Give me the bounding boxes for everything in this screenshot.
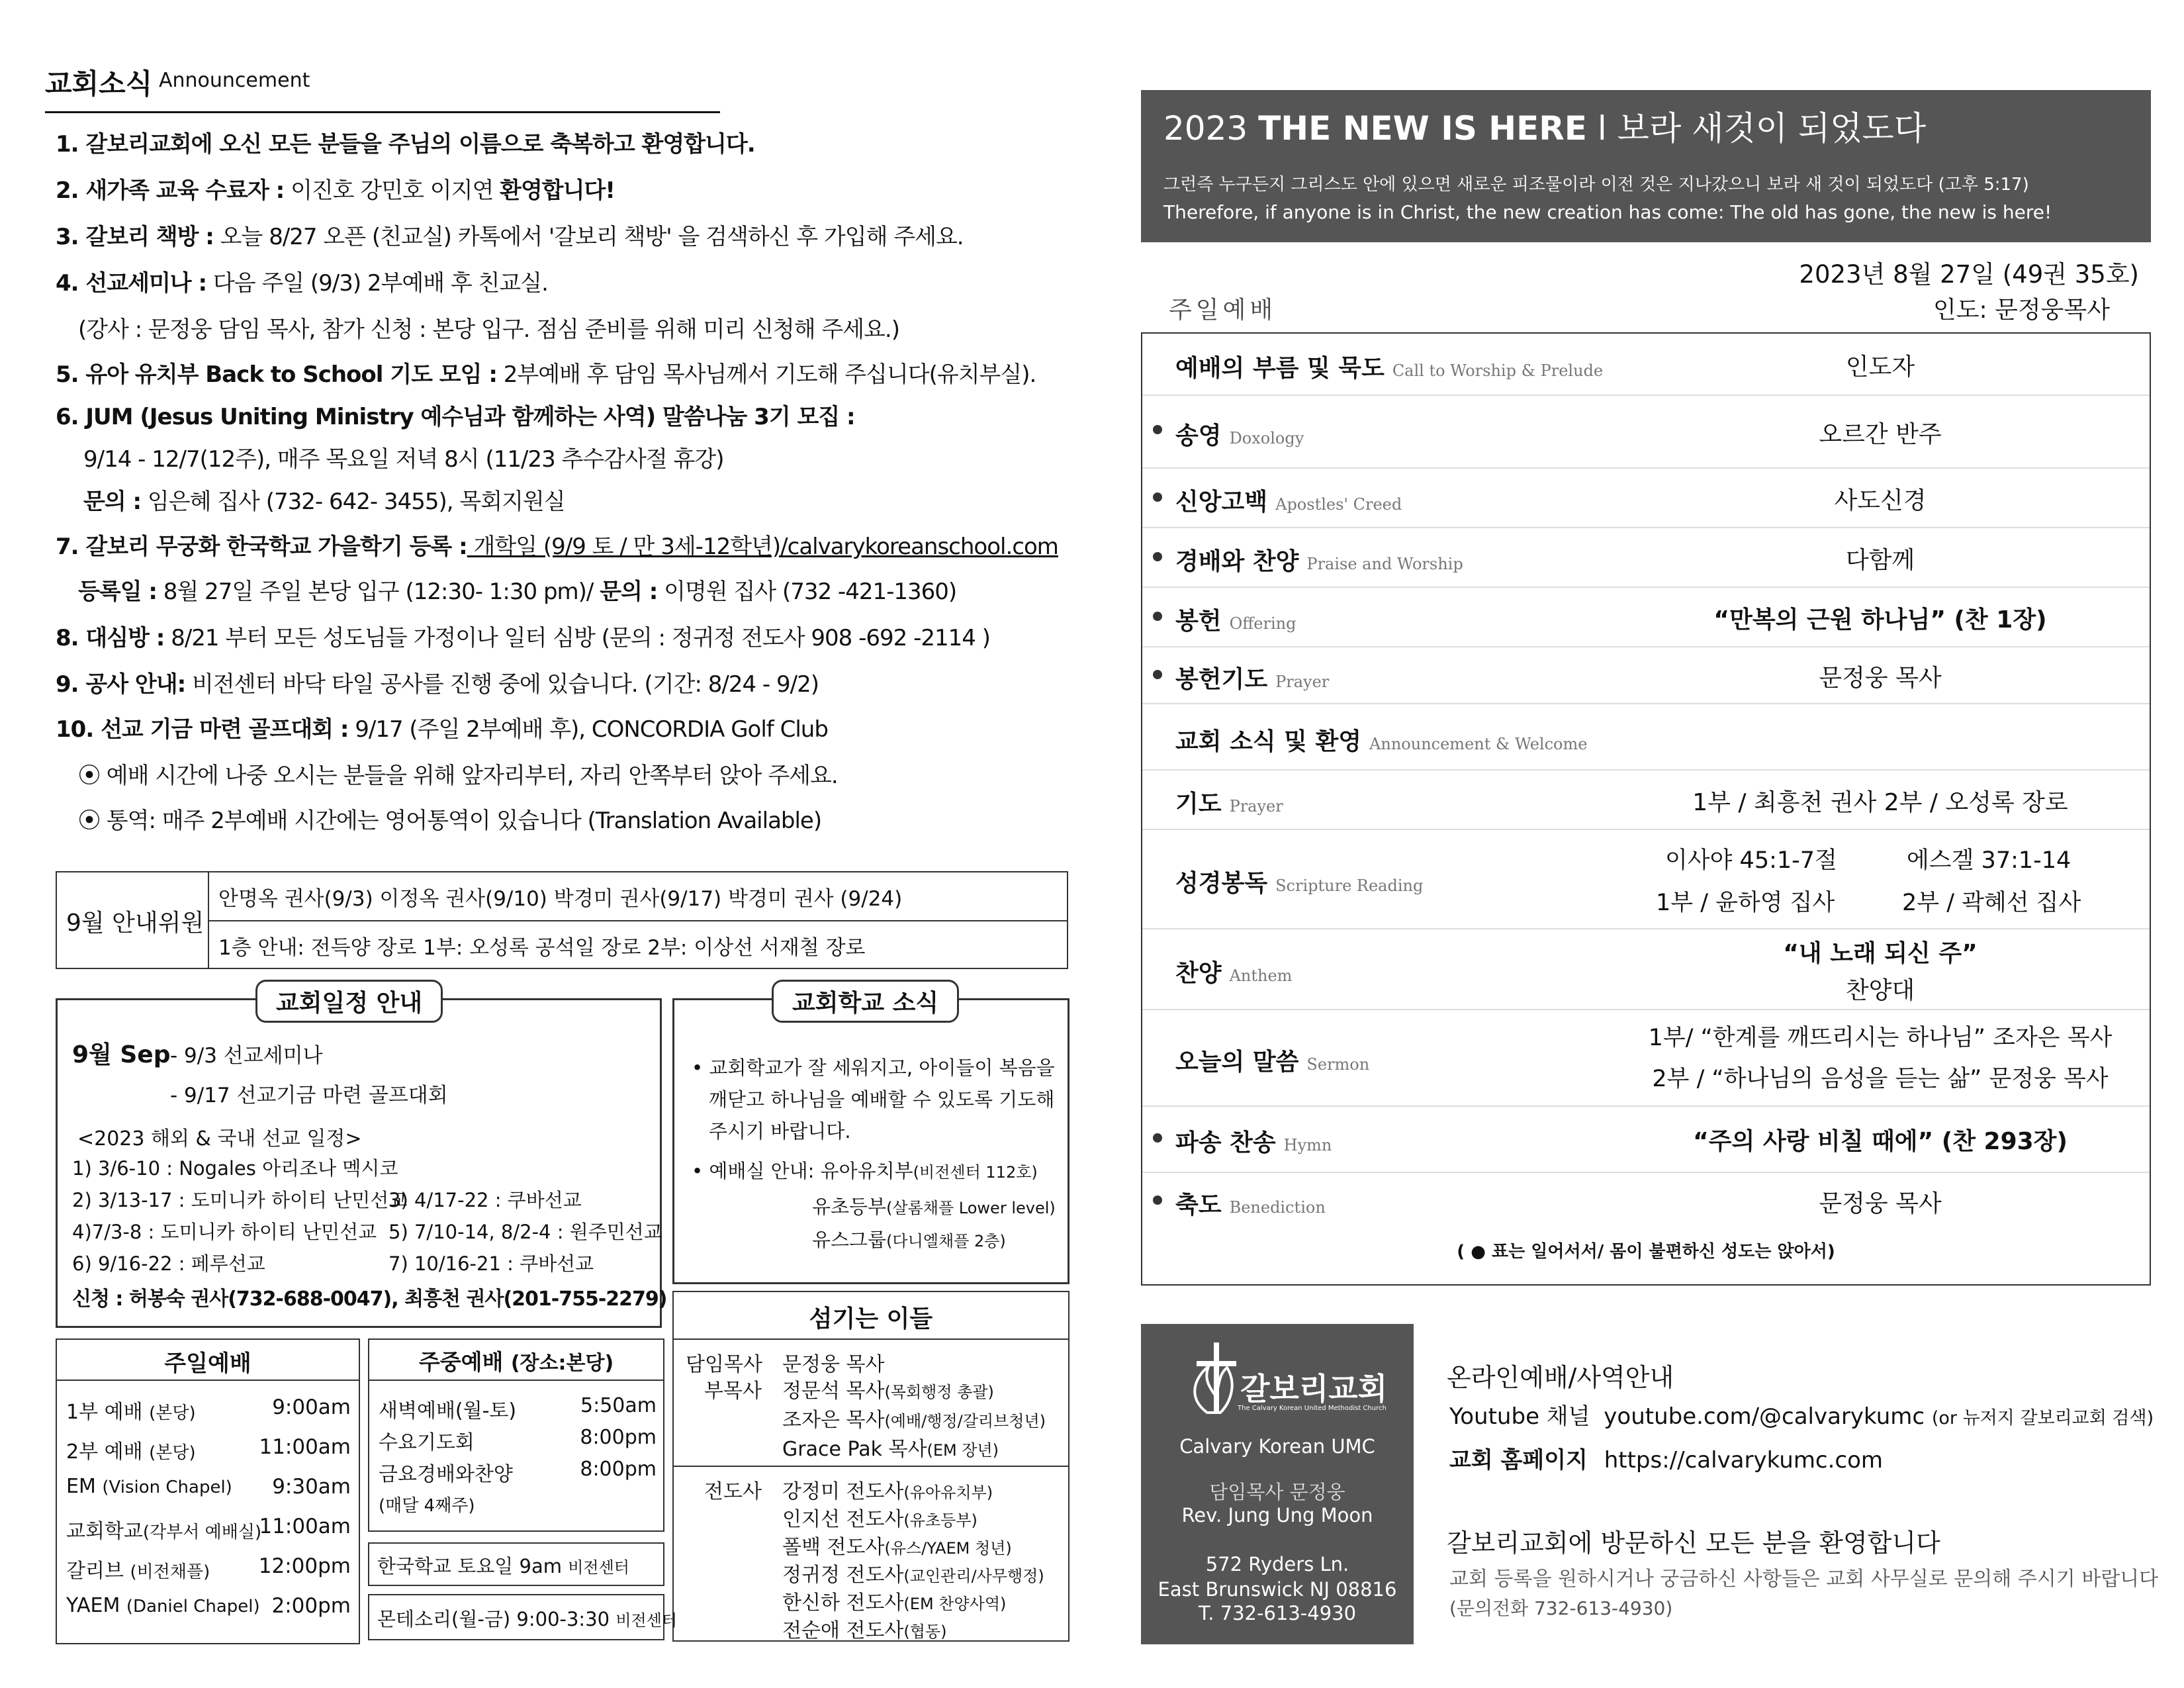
worship-item: 오늘의 말씀 Sermon 1부/ “한계를 깨뜨리시는 하나님” 조자은 목사 2부 / “하나님의 음성을 듣는 삶” 문정웅 목사 bbox=[1142, 1009, 2150, 1107]
ushers-row-2: 1층 안내: 전득양 장로 1부: 오성록 공석일 장로 2부: 이상선 서재철 장로 bbox=[218, 936, 866, 960]
schedule-month: 9월 Sep bbox=[72, 1041, 171, 1068]
stand-dot bbox=[1153, 425, 1162, 434]
sunday-row: YAEM (Daniel Chapel) bbox=[66, 1594, 260, 1617]
school-p2-b: 유초등부(살롬채플 Lower level) bbox=[812, 1196, 1056, 1218]
ushers-label: 9월 안내위원 bbox=[66, 910, 205, 937]
weekday-worship-box bbox=[368, 1338, 664, 1532]
staff-box bbox=[672, 1291, 1069, 1642]
worship-item: 성경봉독 Scripture Reading 이사야 45:1-7절 에스겔 37:1-14 1부 / 윤하영 집사 2부 / 곽혜선 집사 bbox=[1142, 829, 2150, 929]
montessori-text: 몬테소리(월-금) 9:00-3:30 비전센터 bbox=[377, 1608, 678, 1630]
welcome-title: 갈보리교회에 방문하신 모든 분을 환영합니다 bbox=[1447, 1528, 1940, 1558]
school-p1-1: • 교회학교가 잘 세워지고, 아이들이 복음을 bbox=[692, 1056, 1055, 1079]
stand-footnote: ( ● 표는 일어서서/ 몸이 불편하신 성도는 앉아서) bbox=[1457, 1242, 1835, 1262]
pastor-ko: 담임목사 문정웅 bbox=[1209, 1481, 1345, 1503]
worship-item: 예배의 부름 및 묵도 Call to Worship & Prelude 인도자 bbox=[1142, 334, 2150, 396]
homepage-label: 교회 홈페이지 bbox=[1449, 1447, 1588, 1474]
worship-item: 기도 Prayer 1부 / 최흥천 권사 2부 / 오성록 장로 bbox=[1142, 769, 2150, 830]
announcement-4-detail: (강사 : 문정웅 담임 목사, 참가 신청 : 본당 입구. 점심 준비를 위해 미리 신청해 주세요.) bbox=[78, 316, 899, 343]
mission-4a: 6) 9/16-22 : 페루선교 bbox=[72, 1252, 265, 1275]
sunday-time: 11:00am bbox=[259, 1435, 351, 1459]
stand-dot bbox=[1153, 670, 1162, 679]
mission-4b: 7) 10/16-21 : 쿠바선교 bbox=[388, 1252, 594, 1275]
staff-evang-label: 전도사 bbox=[704, 1480, 762, 1503]
school-p1-3: 주시기 바랍니다. bbox=[709, 1120, 851, 1143]
announcement-title-ko: 교회소식 bbox=[45, 68, 153, 100]
announcement-9: 9. 공사 안내: 비전센터 바닥 타일 공사를 진행 중에 있습니다. (기간: 8/24 - 9/2) bbox=[56, 671, 819, 698]
staff-evang-3: 폴백 전도사(유스/YAEM 청년) bbox=[782, 1536, 1012, 1559]
staff-assoc-2: 조자은 목사(예배/행정/갈리브청년) bbox=[782, 1409, 1046, 1432]
staff-evang-6: 전순애 전도사(협동) bbox=[782, 1619, 947, 1642]
sunday-row: 2부 예배 (본당) bbox=[66, 1440, 196, 1464]
weekday-row: 금요경배와찬양 bbox=[379, 1463, 513, 1486]
mission-signup: 신청 : 허봉숙 권사(732-688-0047), 최흥천 권사(201-755-2279) bbox=[72, 1288, 667, 1311]
homepage-link[interactable]: https://calvarykumc.com bbox=[1604, 1447, 1884, 1474]
address-2: East Brunswick NJ 08816 bbox=[1158, 1578, 1397, 1601]
church-phone: T. 732-613-4930 bbox=[1198, 1602, 1357, 1624]
mission-2b: 3) 4/17-22 : 쿠바선교 bbox=[388, 1189, 582, 1211]
ushers-row-1: 안명옥 권사(9/3) 이정옥 권사(9/10) 박경미 권사(9/17) 박경미 권사 (9/24) bbox=[218, 887, 903, 911]
korean-school-box bbox=[368, 1542, 664, 1586]
sunday-worship-title: 주일예배 bbox=[164, 1350, 251, 1377]
theme-verse-en: Therefore, if anyone is in Christ, the new creation has come: The old has gone, the new is here! bbox=[1163, 201, 2052, 223]
mission-3a: 4)7/3-8 : 도미니카 하이티 난민선교 bbox=[72, 1221, 377, 1243]
announcement-3: 3. 갈보리 책방 : 오늘 8/27 오픈 (친교실) 카톡에서 '갈보리 책방' 을 검색하신 후 가입해 주세요. bbox=[56, 224, 964, 250]
montessori-box bbox=[368, 1594, 678, 1640]
announcement-2: 2. 새가족 교육 수료자 : 이진호 강민호 이지연 환영합니다! bbox=[56, 177, 615, 204]
stand-dot bbox=[1153, 612, 1162, 621]
worship-item: 신앙고백 Apostles' Creed 사도신경 bbox=[1142, 467, 2150, 528]
staff-evang-4: 정귀정 전도사(교인관리/사무행정) bbox=[782, 1564, 1044, 1587]
worship-item: 파송 찬송 Hymn “주의 사랑 비칠 때에” (찬 293장) bbox=[1142, 1105, 2150, 1173]
worship-item: 송영 Doxology 오르간 반주 bbox=[1142, 395, 2150, 469]
school-p1-2: 깨닫고 하나님을 예배할 수 있도록 기도해 bbox=[709, 1088, 1055, 1111]
worship-label: 주일예배 bbox=[1169, 297, 1277, 324]
sunday-time: 12:00pm bbox=[258, 1554, 351, 1578]
staff-assoc-3: Grace Pak 목사(EM 장년) bbox=[782, 1438, 999, 1461]
church-schedule-title: 교회일정 안내 bbox=[255, 980, 443, 1023]
weekday-row: 새벽예배(월-토) bbox=[379, 1399, 517, 1423]
announcement-title-en: Announcement bbox=[159, 69, 310, 92]
weekday-row: 수요기도회 bbox=[379, 1431, 475, 1454]
mission-3b: 5) 7/10-14, 8/2-4 : 원주민선교 bbox=[388, 1221, 662, 1243]
worship-leader: 인도: 문정웅목사 bbox=[1933, 297, 2110, 324]
staff-evang-5: 한신하 전도사(EM 찬양사역) bbox=[782, 1591, 1007, 1615]
youtube-line bbox=[1449, 1398, 2154, 1430]
announcement-header bbox=[45, 58, 720, 113]
worship-item: 축도 Benediction 문정웅 목사 bbox=[1142, 1172, 2150, 1225]
staff-evang-2: 인지선 전도사(유초등부) bbox=[782, 1508, 978, 1531]
sunday-row: EM (Vision Chapel) bbox=[66, 1475, 232, 1498]
announcement-6: 6. JUM (Jesus Uniting Ministry 예수님과 함께하는 사역) 말씀나눔 3기 모집 : bbox=[56, 404, 855, 430]
theme-banner bbox=[1141, 90, 2151, 242]
church-school-title: 교회학교 소식 bbox=[772, 980, 959, 1023]
sunday-row: 교회학교(각부서 예배실) bbox=[66, 1520, 262, 1543]
stand-dot bbox=[1153, 552, 1162, 561]
weekday-time: 5:50am bbox=[580, 1394, 657, 1417]
announcement-translation: ⦿ 통역: 매주 2부예배 시간에는 영어통역이 있습니다 (Translation Available) bbox=[78, 808, 822, 834]
youtube-link[interactable]: youtube.com/@calvarykumc bbox=[1604, 1403, 1925, 1430]
stand-dot bbox=[1153, 1133, 1162, 1143]
ushers-table bbox=[56, 871, 1068, 969]
staff-assoc-1: 정문석 목사(목회행정 총괄) bbox=[782, 1380, 994, 1403]
korean-school-text: 한국학교 토요일 9am 비전센터 bbox=[377, 1555, 629, 1577]
weekday-time: 8:00pm bbox=[580, 1426, 657, 1449]
stand-dot bbox=[1153, 1196, 1162, 1205]
worship-item: 봉헌 Offering “만복의 근원 하나님” (찬 1장) bbox=[1142, 586, 2150, 647]
youtube-label: Youtube 채널 bbox=[1449, 1403, 1590, 1430]
church-schedule-box bbox=[56, 998, 667, 1328]
weekday-worship-title: 주중예배 (장소:본당) bbox=[418, 1349, 614, 1375]
welcome-phone: (문의전화 732-613-4930) bbox=[1449, 1597, 1673, 1619]
church-school-box bbox=[672, 998, 1069, 1284]
pastor-en: Rev. Jung Ung Moon bbox=[1181, 1504, 1373, 1526]
staff-senior-label: 담임목사 bbox=[686, 1353, 762, 1376]
address-1: 572 Ryders Ln. bbox=[1205, 1553, 1349, 1575]
welcome-sub: 교회 등록을 원하시거나 궁금하신 사항들은 교회 사무실로 문의해 주시기 바랍니다 bbox=[1449, 1568, 2159, 1591]
youtube-note: (or 뉴저지 갈보리교회 검색) bbox=[1931, 1408, 2154, 1429]
mission-title: <2023 해외 & 국내 선교 일정> bbox=[77, 1127, 362, 1150]
worship-item: 봉헌기도 Prayer 문정웅 목사 bbox=[1142, 646, 2150, 704]
theme-verse-ko: 그런즉 누구든지 그리스도 안에 있으면 새로운 피조물이라 이전 것은 지나갔으니 보라 새 것이 되었도다 (고후 5:17) bbox=[1163, 175, 2029, 195]
weekday-note: (매달 4째주) bbox=[379, 1496, 475, 1516]
announcement-6-contact: 문의 : 임은혜 집사 (732- 642- 3455), 목회지원실 bbox=[83, 489, 565, 515]
sunday-time: 9:30am bbox=[272, 1475, 351, 1499]
announcement-5: 5. 유아 유치부 Back to School 기도 모임 : 2부예배 후 담임 목사님께서 기도해 주십니다(유치부실). bbox=[56, 361, 1036, 388]
announcement-10: 10. 선교 기금 마련 골프대회 : 9/17 (주일 2부예배 후), CONCORDIA Golf Club bbox=[56, 716, 828, 743]
order-of-worship bbox=[1141, 332, 2151, 1286]
church-name-en: Calvary Korean UMC bbox=[1179, 1435, 1375, 1458]
staff-assoc-label: 부목사 bbox=[704, 1380, 762, 1403]
sunday-time: 2:00pm bbox=[271, 1594, 351, 1618]
schedule-line-1: - 9/3 선교세미나 bbox=[170, 1044, 323, 1068]
theme-title: 2023 THE NEW IS HERE l 보라 새것이 되었도다 bbox=[1163, 109, 1927, 148]
worship-item: 찬양 Anthem “내 노래 되신 주” 찬양대 bbox=[1142, 928, 2150, 1010]
mission-2a: 2) 3/13-17 : 도미니카 하이티 난민선교 bbox=[72, 1189, 408, 1211]
sunday-worship-box bbox=[56, 1338, 360, 1644]
weekday-time: 8:00pm bbox=[580, 1458, 657, 1481]
sunday-row: 갈리브 (비전채플) bbox=[66, 1560, 210, 1583]
homepage-line bbox=[1449, 1442, 1883, 1474]
announcement-7-detail: 등록일 : 8월 27일 주일 본당 입구 (12:30- 1:30 pm)/ 문의 : 이명원 집사 (732 -421-1360) bbox=[78, 579, 957, 605]
stand-dot bbox=[1153, 492, 1162, 502]
sunday-time: 9:00am bbox=[272, 1395, 351, 1419]
announcement-6-detail: 9/14 - 12/7(12주), 매주 목요일 저녁 8시 (11/23 추수감사절 휴강) bbox=[83, 446, 724, 473]
staff-title: 섬기는 이들 bbox=[809, 1305, 933, 1333]
worship-item: 경배와 찬양 Praise and Worship 다함께 bbox=[1142, 527, 2150, 588]
announcement-8: 8. 대심방 : 8/21 부터 모든 성도님들 가정이나 일터 심방 (문의 : 정귀정 전도사 908 -692 -2114 ) bbox=[56, 625, 990, 651]
schedule-line-2: - 9/17 선교기금 마련 골프대회 bbox=[170, 1084, 448, 1107]
school-p2-c: 유스그룹(다니엘채플 2층) bbox=[812, 1229, 1006, 1251]
church-info-panel bbox=[1141, 1324, 1414, 1644]
staff-evang-1: 강정미 전도사(유아유치부) bbox=[782, 1480, 993, 1503]
announcement-4: 4. 선교세미나 : 다음 주일 (9/3) 2부예배 후 친교실. bbox=[56, 270, 548, 297]
staff-senior: 문정웅 목사 bbox=[782, 1353, 885, 1376]
mission-1: 1) 3/6-10 : Nogales 아리조나 멕시코 bbox=[72, 1157, 398, 1180]
church-logo bbox=[1174, 1338, 1386, 1418]
announcement-seating: ⦿ 예배 시간에 나중 오시는 분들을 위해 앞자리부터, 자리 안쪽부터 앉아 주세요. bbox=[78, 763, 838, 789]
announcement-7: 7. 갈보리 무궁화 한국학교 가을학기 등록 : 개학일 (9/9 토 / 만 3세-12학년)/calvarykoreanschool.com bbox=[56, 534, 1058, 560]
sunday-time: 11:00am bbox=[259, 1515, 351, 1538]
church-logo-text: 갈보리교회 bbox=[1240, 1371, 1388, 1407]
worship-item: 교회 소식 및 환영 Announcement & Welcome bbox=[1142, 703, 2150, 771]
church-logo-small: The Calvary Korean United Methodist Church bbox=[1238, 1405, 1387, 1412]
school-p2-a: • 예배실 안내: 유아유치부(비전센터 112호) bbox=[692, 1160, 1038, 1182]
online-title: 온라인예배/사역안내 bbox=[1447, 1363, 1674, 1392]
announcement-1: 1. 갈보리교회에 오신 모든 분들을 주님의 이름으로 축복하고 환영합니다. bbox=[56, 131, 755, 158]
bulletin-date: 2023년 8월 27일 (49권 35호) bbox=[1799, 260, 2139, 289]
sunday-row: 1부 예배 (본당) bbox=[66, 1401, 196, 1424]
